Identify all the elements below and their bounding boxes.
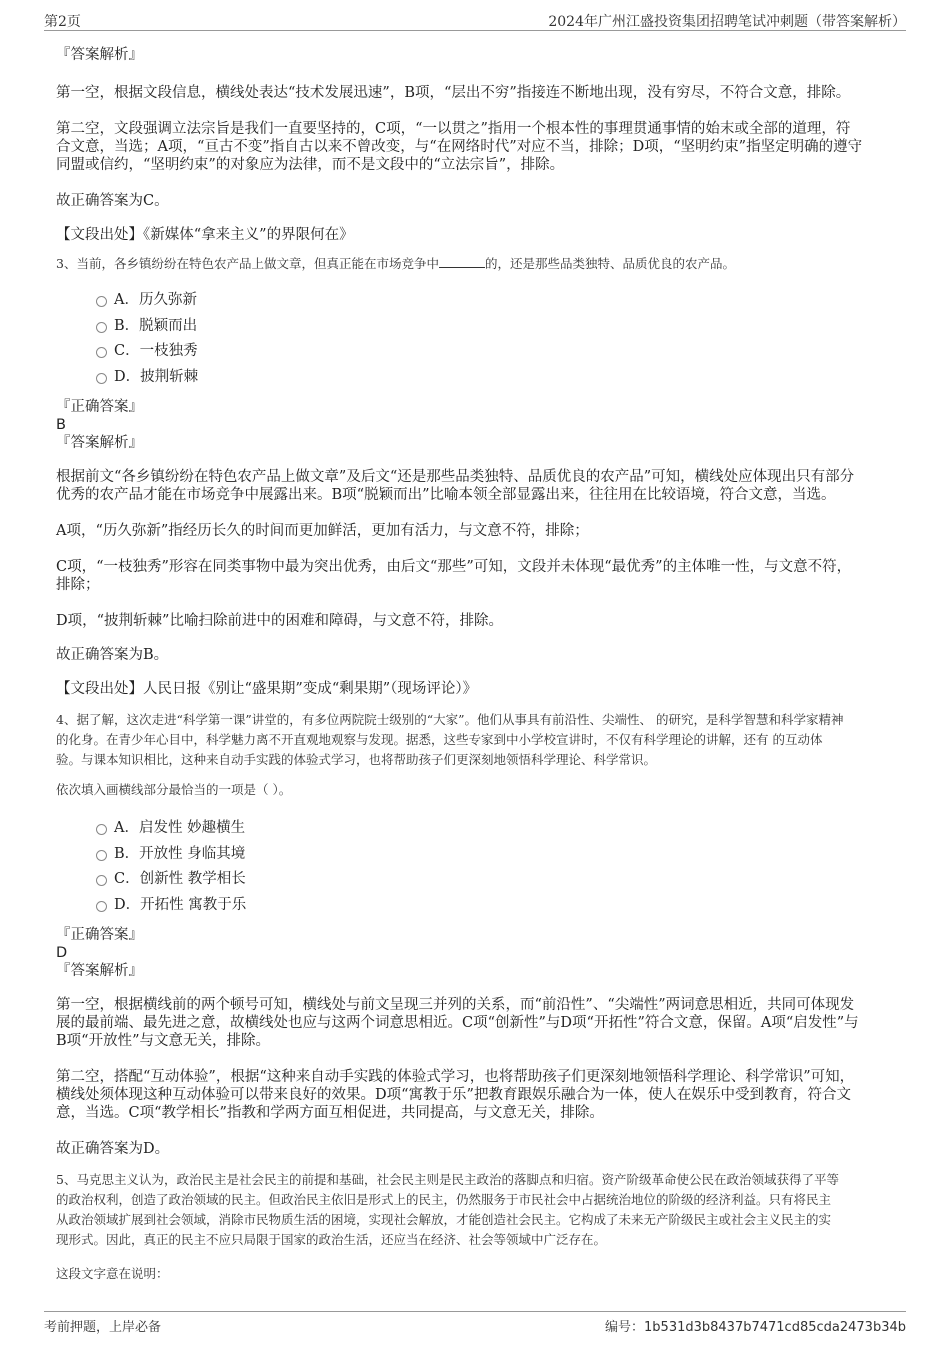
page-number: 第2页	[44, 14, 81, 30]
q4-option-c-label: C．创新性 教学相长	[114, 871, 246, 887]
q3-conclusion: 故正确答案为B。	[56, 647, 169, 663]
q2-conclusion: 故正确答案为C。	[56, 193, 169, 209]
q4-option-b[interactable]	[56, 842, 906, 868]
q5-stem-line4: 现形式。因此，真正的民主不应只局限于国家的政治生活，还应当在经济、社会等领域中广泛存在。	[56, 1232, 607, 1247]
q5-stem-line2: 的政治权利，创造了政治领域的民主。但政治民主依旧是形式上的民主，仍然服务于市民社会中占据统治地位的阶级的经济利益。只有将民主	[56, 1192, 832, 1207]
q3-option-d[interactable]	[56, 365, 906, 391]
q5-stem-line3: 从政治领域扩展到社会领域，消除市民物质生活的困境，实现社会解放，才能创造社会民主。它构成了未来无产阶级民主或社会主义民主的实	[56, 1212, 832, 1227]
q4-analysis-para2-line3: 意，当选。C项“教学相长”指教和学两方面互相促进，共同提高，与文意无关，排除。	[56, 1105, 604, 1121]
q4-conclusion: 故正确答案为D。	[56, 1141, 170, 1157]
q4-analysis-para1-line3: B项“开放性”与文意无关，排除。	[56, 1033, 270, 1049]
q4-correct-answer: D	[56, 945, 68, 961]
q4-analysis-label: 『答案解析』	[56, 963, 143, 979]
q2-analysis-para1: 第一空，根据文段信息，横线处表达“技术发展迅速”，B项，“层出不穷”指接连不断地出现，没有穷尽，不符合文意，排除。	[56, 85, 851, 101]
q4-option-d[interactable]	[56, 893, 906, 919]
q4-analysis-para1-line2: 展的最前端、最先进之意，故横线处也应与这两个词意思相近。C项“创新性”与D项“开拓性”符合文意，保留。A项“启发性”与	[56, 1015, 859, 1031]
q3-source: 【文段出处】人民日报《别让“盛果期”变成“剩果期”（现场评论）》	[56, 681, 478, 697]
q3-option-c-label: C．一枝独秀	[114, 343, 198, 359]
q4-prompt: 依次填入画横线部分最恰当的一项是（ ）。	[56, 782, 292, 797]
q3-option-d-label: D．披荆斩棘	[114, 368, 199, 385]
q3-option-a-label: A．历久弥新	[114, 292, 197, 308]
q4-option-a-label: A．启发性 妙趣横生	[114, 820, 246, 836]
q4-option-c[interactable]	[56, 867, 906, 893]
q3-correct-answer: B	[56, 417, 66, 433]
q3-correct-label: 『正确答案』	[56, 399, 143, 415]
radio-icon[interactable]	[96, 347, 107, 358]
q3-analysis-para3-line2: 排除；	[56, 577, 100, 593]
q5-prompt: 这段文字意在说明：	[56, 1266, 169, 1281]
page-header	[44, 8, 906, 31]
document-title: 2024年广州江盛投资集团招聘笔试冲刺题（带答案解析）	[548, 14, 906, 30]
q3-option-c[interactable]	[56, 339, 906, 365]
q4-stem-line3: 验。与课本知识相比，这种来自动手实践的体验式学习，也将帮助孩子们更深刻地领悟科学理论、科学常识。	[56, 752, 657, 767]
q3-stem	[56, 254, 906, 274]
radio-icon[interactable]	[96, 373, 107, 384]
q3-analysis-para4: D项，“披荆斩棘”比喻扫除前进中的困难和障碍，与文意不符，排除。	[56, 613, 503, 629]
q4-option-b-label: B．开放性 身临其境	[114, 845, 246, 862]
q3-option-b-label: B．脱颖而出	[114, 317, 198, 334]
q4-option-d-label: D．开拓性 寓教于乐	[114, 896, 247, 913]
radio-icon[interactable]	[96, 850, 107, 861]
radio-icon[interactable]	[96, 901, 107, 912]
q4-correct-label: 『正确答案』	[56, 927, 143, 943]
q3-blank	[439, 255, 485, 268]
q3-stem-after-blank: 的，还是那些品类独特、品质优良的农产品。	[484, 256, 735, 271]
q4-analysis-para2-line1: 第二空，搭配“互动体验”，根据“这种来自动手实践的体验式学习，也将帮助孩子们更深刻地领悟科学理论、科学常识”可知，	[56, 1069, 855, 1085]
page-footer	[44, 1311, 906, 1338]
q4-stem-line2: 的化身。在青少年心目中，科学魅力离不开直观地观察与发现。据悉，这些专家到中小学校宣讲时，不仅有科学理论的讲解，还有 的互动体	[56, 732, 823, 747]
q2-analysis-label: 『答案解析』	[56, 47, 143, 63]
document-body	[56, 46, 906, 1284]
q2-analysis-para2-line2: 合文意，当选；A项，“亘古不变”指自古以来不曾改变，与“在网络时代”对应不当，排除；D项，“坚明约束”指坚定明确的遵守	[56, 139, 863, 155]
radio-icon[interactable]	[96, 875, 107, 886]
q4-option-a[interactable]	[56, 816, 906, 842]
q3-analysis-label: 『答案解析』	[56, 435, 143, 451]
radio-icon[interactable]	[96, 322, 107, 333]
q5-stem-line1: 5、马克思主义认为，政治民主是社会民主的前提和基础，社会民主则是民主政治的落脚点和归宿。资产阶级革命使公民在政治领域获得了平等	[56, 1172, 839, 1187]
q4-stem-line1: 4、据了解，这次走进“科学第一课”讲堂的，有多位两院院士级别的“大家”。他们从事具有前沿性、尖端性、 的研究，是科学智慧和科学家精神	[56, 712, 844, 727]
q2-analysis-para2-line3: 同盟或信约，“坚明约束”的对象应为法律，而不是文段中的“立法宗旨”，排除。	[56, 157, 565, 173]
q3-analysis-para1-line2: 优秀的农产品才能在市场竞争中展露出来。B项“脱颖而出”比喻本领全部显露出来，往往用在比较语境，符合文意，当选。	[56, 487, 836, 503]
q3-stem-before-blank: 3、当前，各乡镇纷纷在特色农产品上做文章，但真正能在市场竞争中	[56, 256, 439, 271]
q2-analysis-para2-line1: 第二空，文段强调立法宗旨是我们一直要坚持的，C项，“一以贯之”指用一个根本性的事理贯通事情的始末或全部的道理，符	[56, 121, 851, 137]
radio-icon[interactable]	[96, 296, 107, 307]
q3-option-b[interactable]	[56, 314, 906, 340]
q3-analysis-para3-line1: C项，“一枝独秀”形容在同类事物中最为突出优秀，由后文“那些”可知，文段并未体现“最优秀”的主体唯一性，与文意不符，	[56, 559, 852, 575]
radio-icon[interactable]	[96, 824, 107, 835]
q4-analysis-para1-line1: 第一空，根据横线前的两个顿号可知，横线处与前文呈现三并列的关系，而“前沿性”、“尖端性”两词意思相近，共同可体现发	[56, 997, 855, 1013]
document-code: 编号：1b531d3b8437b7471cd85cda2473b34b	[605, 1320, 906, 1335]
q3-option-a[interactable]	[56, 288, 906, 314]
q3-analysis-para2: A项，“历久弥新”指经历长久的时间而更加鲜活，更加有活力，与文意不符，排除；	[56, 523, 589, 539]
q3-analysis-para1-line1: 根据前文“各乡镇纷纷在特色农产品上做文章”及后文“还是那些品类独特、品质优良的农产品”可知，横线处应体现出只有部分	[56, 469, 855, 485]
footer-slogan: 考前押题，上岸必备	[44, 1320, 162, 1335]
q2-source: 【文段出处】《新媒体“拿来主义”的界限何在》	[56, 227, 354, 243]
q4-analysis-para2-line2: 横线处须体现这种互动体验可以带来良好的效果。D项“寓教于乐”把教育跟娱乐融合为一体，使人在娱乐中受到教育，符合文	[56, 1087, 851, 1103]
